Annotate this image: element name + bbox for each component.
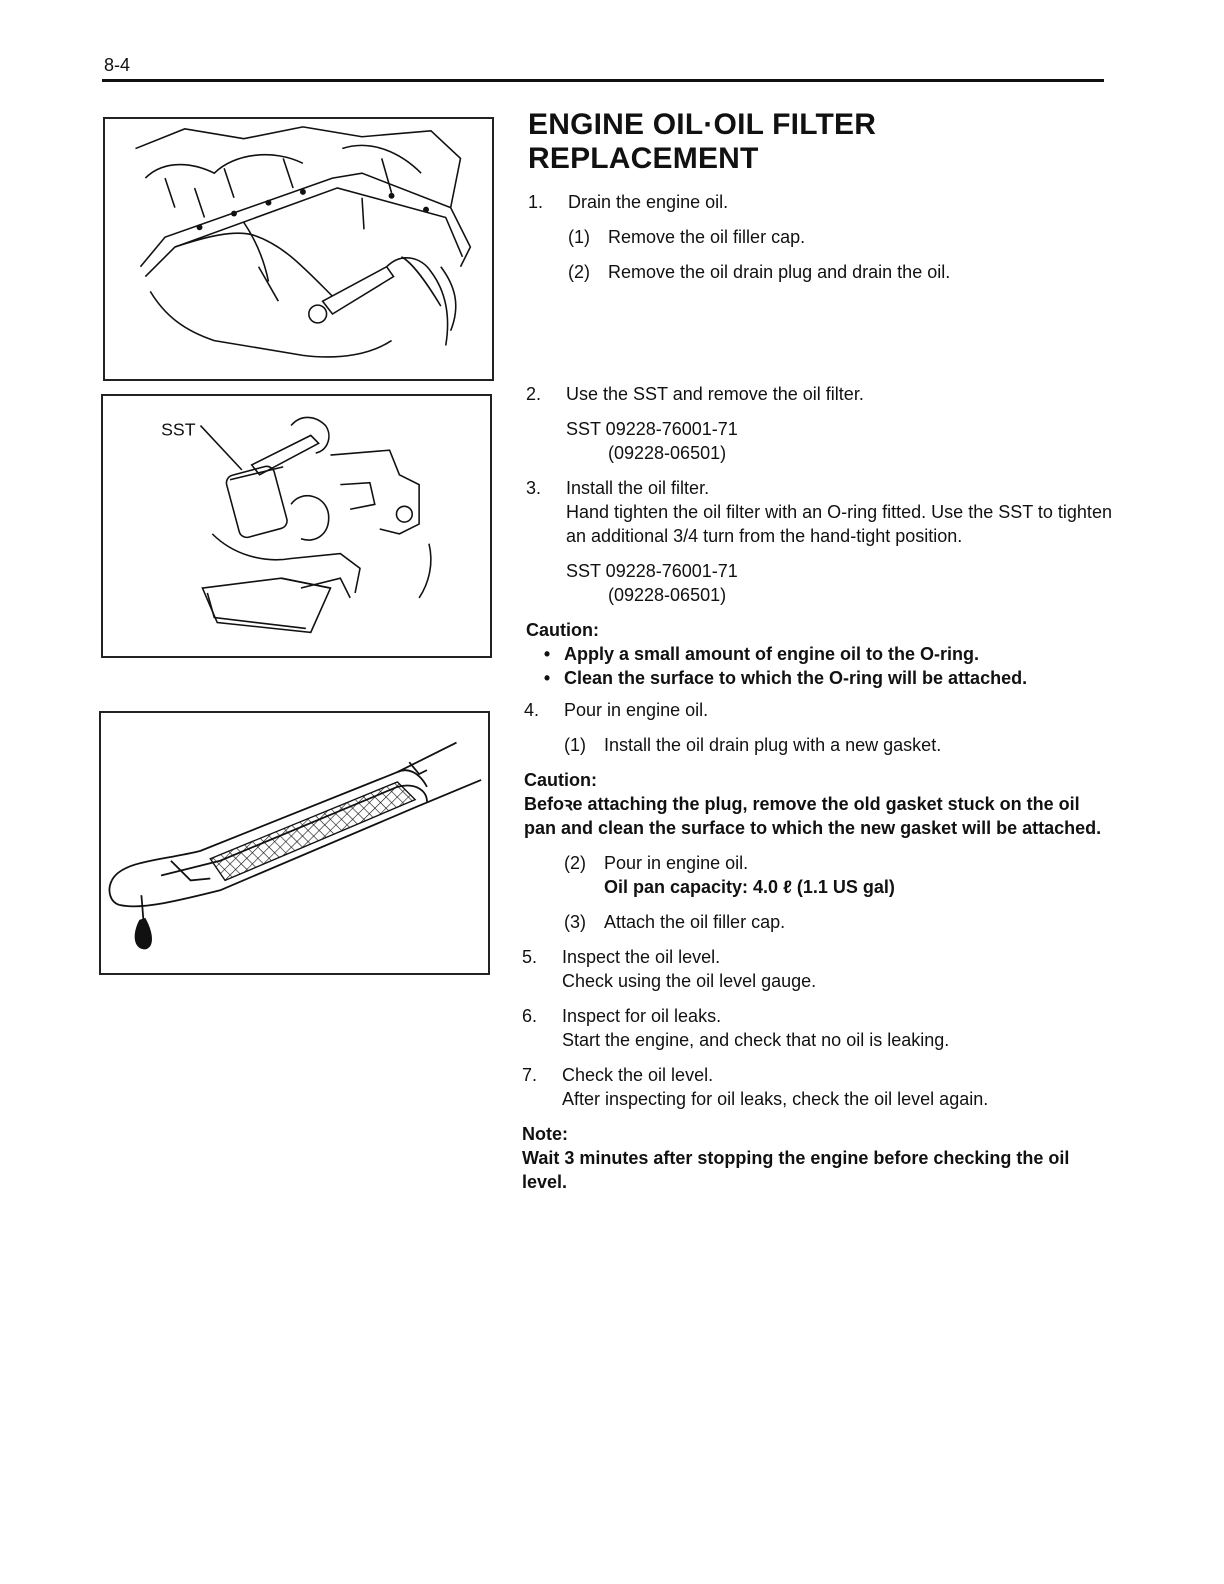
procedure-text <box>522 108 1112 1194</box>
header-rule <box>102 79 1104 82</box>
substep-text: Attach the oil filler cap. <box>604 912 786 932</box>
step-3-sst: SST 09228-76001-71 <box>566 561 738 581</box>
figure-oil-filter-removal <box>101 394 492 658</box>
oil-level-gauge-illustration <box>101 713 488 973</box>
substep-number: (2) <box>564 853 586 873</box>
substep-number: (1) <box>568 227 590 247</box>
step-text: Pour in engine oil. <box>564 700 709 720</box>
substep-text: Remove the oil filler cap. <box>608 227 806 247</box>
step-number: 4. <box>524 700 540 720</box>
caution-1-label: Caution: <box>526 620 599 640</box>
step-title: Check the oil level. <box>562 1065 714 1085</box>
step-number: 5. <box>522 947 538 967</box>
substep-number: (1) <box>564 735 586 755</box>
substep-title: Pour in engine oil. <box>604 853 749 873</box>
oil-pan-capacity: Oil pan capacity: 4.0 ℓ (1.1 US gal) <box>604 877 895 897</box>
bullet-text: Clean the surface to which the O-ring will be attached. <box>564 668 1028 688</box>
step-number: 3. <box>526 478 542 498</box>
section-title-line2: REPLACEMENT <box>528 142 759 175</box>
step-detail: After inspecting for oil leaks, check the oil level again. <box>562 1089 989 1109</box>
substep-text <box>604 851 895 899</box>
step-5 <box>522 945 1112 993</box>
figure-oil-pan-drain <box>103 117 494 381</box>
caution-1-bullet <box>530 666 1112 690</box>
step-title: Inspect the oil level. <box>562 947 721 967</box>
step-number: 7. <box>522 1065 538 1085</box>
step-4-sub-3 <box>564 910 1112 934</box>
substep-text: Install the oil drain plug with a new gasket. <box>604 735 942 755</box>
caution-1-bullet <box>530 642 1112 666</box>
bullet-text: Apply a small amount of engine oil to the O-ring. <box>564 644 980 664</box>
step-detail: Check using the oil level gauge. <box>562 971 817 991</box>
step-text: Use the SST and remove the oil filter. <box>566 384 864 404</box>
step-2 <box>526 382 1112 406</box>
figure-oil-level-gauge <box>99 711 490 975</box>
bullet-dot: • <box>543 644 551 664</box>
oil-pan-drain-illustration <box>105 119 492 379</box>
caution-2-label: Caution: <box>524 770 597 790</box>
step-number: 2. <box>526 384 542 404</box>
step-title: Install the oil filter. <box>566 478 710 498</box>
note-label: Note: <box>522 1124 568 1144</box>
step-2-sst: SST 09228-76001-71 <box>566 419 738 439</box>
oil-filter-removal-illustration <box>103 396 490 656</box>
step-1-sub-2 <box>568 260 1112 284</box>
step-4-sub-1 <box>564 733 1112 757</box>
step-text <box>562 1063 1112 1111</box>
step-text: Drain the engine oil. <box>568 192 729 212</box>
step-number: 1. <box>528 192 544 212</box>
step-text <box>566 476 1112 548</box>
step-1 <box>528 190 1112 214</box>
substep-number: (2) <box>568 262 590 282</box>
step-3-sst-alt: (09228-06501) <box>608 585 727 605</box>
step-text <box>562 1004 1112 1052</box>
step-7 <box>522 1063 1112 1111</box>
section-title-line1: ENGINE OIL·OIL FILTER <box>528 108 877 141</box>
step-4-sub-2 <box>564 851 1112 899</box>
section-title <box>528 108 1112 176</box>
note-text: Wait 3 minutes after stopping the engine before checking the oil level. <box>522 1148 1070 1192</box>
step-number: 6. <box>522 1006 538 1026</box>
step-4 <box>524 698 1112 722</box>
step-text <box>562 945 1112 993</box>
step-6 <box>522 1004 1112 1052</box>
step-1-sub-1 <box>568 225 1112 249</box>
bullet-dot: • <box>543 668 551 688</box>
step-detail: Start the engine, and check that no oil is leaking. <box>562 1030 950 1050</box>
sst-label: SST <box>161 419 196 440</box>
step-title: Inspect for oil leaks. <box>562 1006 722 1026</box>
page-number: 8-4 <box>104 55 131 75</box>
step-3 <box>526 476 1112 548</box>
substep-number: (3) <box>564 912 586 932</box>
step-2-sst-alt: (09228-06501) <box>608 443 727 463</box>
step-detail: Hand tighten the oil filter with an O-ring fitted. Use the SST to tighten an additional 3/4 turn from the hand-tight position. <box>566 502 1112 546</box>
caution-2-text: Befoꝛe attaching the plug, remove the old gasket stuck on the oil pan and clean the surface to which the new gasket will be attached. <box>524 794 1102 838</box>
substep-text: Remove the oil drain plug and drain the oil. <box>608 262 951 282</box>
